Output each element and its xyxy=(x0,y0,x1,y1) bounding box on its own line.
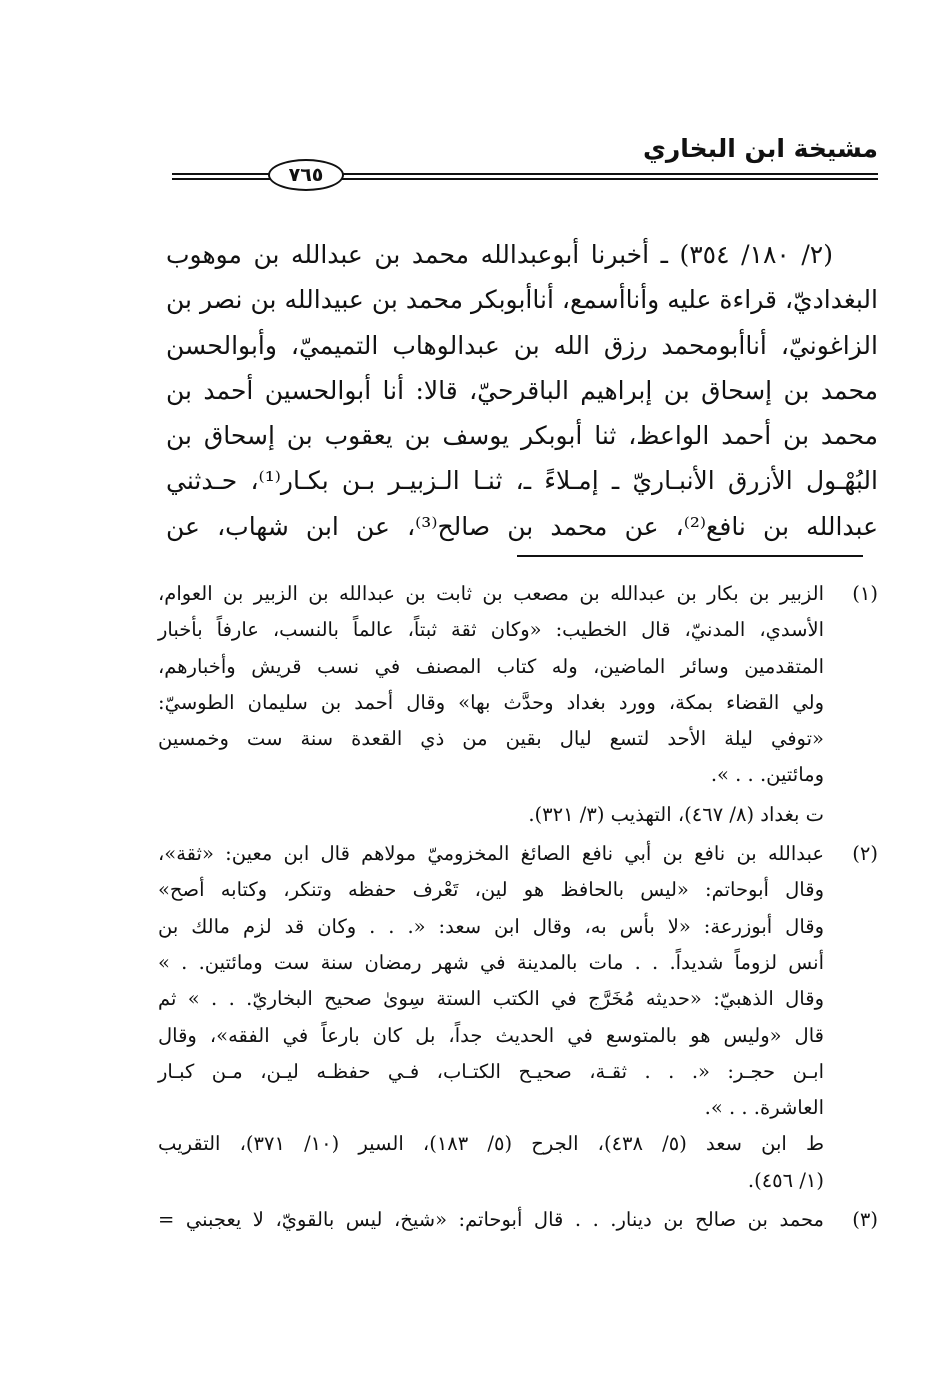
footnote-source: (١/ ٤٥٦). xyxy=(747,1168,824,1192)
footnote-line: «توفي ليلة الأحد لتسع ليال بقين من ذي القعدة سنة ست وخمسين xyxy=(158,727,824,751)
main-text-line: (٢/ ١٨٠/ ٣٥٤) ـ أخبرنا أبوعبدالله محمد بن عبدالله بن موهوب xyxy=(166,240,833,269)
footnote-line: ومائتين. . . ». xyxy=(710,763,824,787)
footnote-line: وقال أبوحاتم: «ليس بالحافظ هو لين، تَعْرف حفظه وتنكر، وكتابه أصح» xyxy=(158,878,824,902)
footnotes xyxy=(158,576,878,1238)
footnote-source: ت بغداد (٨/ ٤٦٧)، التهذيب (٣/ ٣٢١). xyxy=(528,802,824,826)
footnote-line: عبدالله بن نافع بن أبي نافع الصائغ المخزوميّ مولاهم قال ابن معين: «ثقة»، xyxy=(158,842,824,866)
main-text xyxy=(166,232,878,549)
main-text-line: محمد بن أحمد الواعظ، ثنا أبوبكر يوسف بن يعقوب بن إسحاق بن xyxy=(166,421,878,451)
footnote-line: ابـن حجـر: «. . . ثقـة، صحيـح الكتـاب، فـي حفظـه ليـن، مـن كبـار xyxy=(158,1059,824,1083)
footnote-line: الزبير بن بكار بن عبدالله بن مصعب بن ثابت بن عبدالله بن الزبير بن العوام، xyxy=(158,582,824,605)
header-rule-right xyxy=(340,173,878,179)
footnote-3 xyxy=(158,1202,878,1238)
footnote-line: المتقدمين وسائر الماضين، وله كتاب المصنف في نسب قريش وأخبارهم، xyxy=(158,654,824,678)
footnote-marker: (٣) xyxy=(852,1208,878,1232)
footnote-line: ولي القضاء بمكة، وورد بغداد وحدَّث بها» وقال أحمد بن سليمان الطوسيّ: xyxy=(158,690,824,714)
main-text-line: عبدالله بن نافع⁽²⁾، عن محمد بن صالح⁽³⁾، عن ابن شهاب، عن xyxy=(166,511,878,541)
header-rule-left xyxy=(172,173,270,179)
main-text-line: البغداديّ، قراءة عليه وأناأسمع، أناأبوبكر محمد بن عبيدالله بن نصر بن xyxy=(166,285,878,315)
main-text-line: البُهْـول الأزرق الأنبـاريّ ـ إمـلاءً ـ، ثنـا الـزبيـر بـن بكـار⁽¹⁾، حـدثني xyxy=(166,466,878,496)
footnote-1 xyxy=(158,576,878,833)
running-title: مشيخة ابن البخاري xyxy=(642,134,878,163)
page-number: ٧٦٥ xyxy=(268,159,344,191)
footnote-line: أنس لزوماً شديداً. . . مات بالمدينة في شهر رمضان سنة ست ومائتين. . » xyxy=(158,950,824,974)
footnote-line: وقال الذهبيّ: «حديثه مُخَرَّج في الكتب الستة سِوىٰ صحيح البخاريّ. . . » ثم xyxy=(158,987,824,1011)
footnote-line: وقال أبوزرعة: «لا بأس به، وقال ابن سعد: «. . . وكان قد لزم مالك بن xyxy=(158,914,824,938)
main-text-line: الزاغونيّ، أناأبومحمد رزق الله بن عبدالوهاب التميميّ، وأبوالحسن xyxy=(166,330,878,360)
main-text-line: محمد بن إسحاق بن إبراهيم الباقرحيّ، قالا: أنا أبوالحسين أحمد بن xyxy=(166,375,878,405)
footnote-line: الأسدي، المدنيّ، قال الخطيب: «وكان ثقة ثبتاً، عالماً بالنسب، عارفاً بأخبار xyxy=(158,618,824,642)
footnote-source: ط ابن سعد (٥/ ٤٣٨)، الجرح (٥/ ١٨٣)، السير (١٠/ ٣٧١)، التقريب xyxy=(158,1132,824,1156)
footnote-marker: (٢) xyxy=(852,842,878,866)
footnote-line: محمد بن صالح بن دينار. . . قال أبوحاتم: «شيخ، ليس بالقويّ، لا يعجبني = xyxy=(158,1208,824,1232)
footnote-marker: (١) xyxy=(852,582,878,605)
footnote-line: قال «وليس هو بالمتوسع في الحديث جداً، بل كان بارعاً في الفقه»، وقال xyxy=(158,1023,824,1047)
footnote-line: العاشرة. . . ». xyxy=(704,1096,824,1120)
footnote-separator xyxy=(517,555,863,557)
footnote-2 xyxy=(158,836,878,1199)
